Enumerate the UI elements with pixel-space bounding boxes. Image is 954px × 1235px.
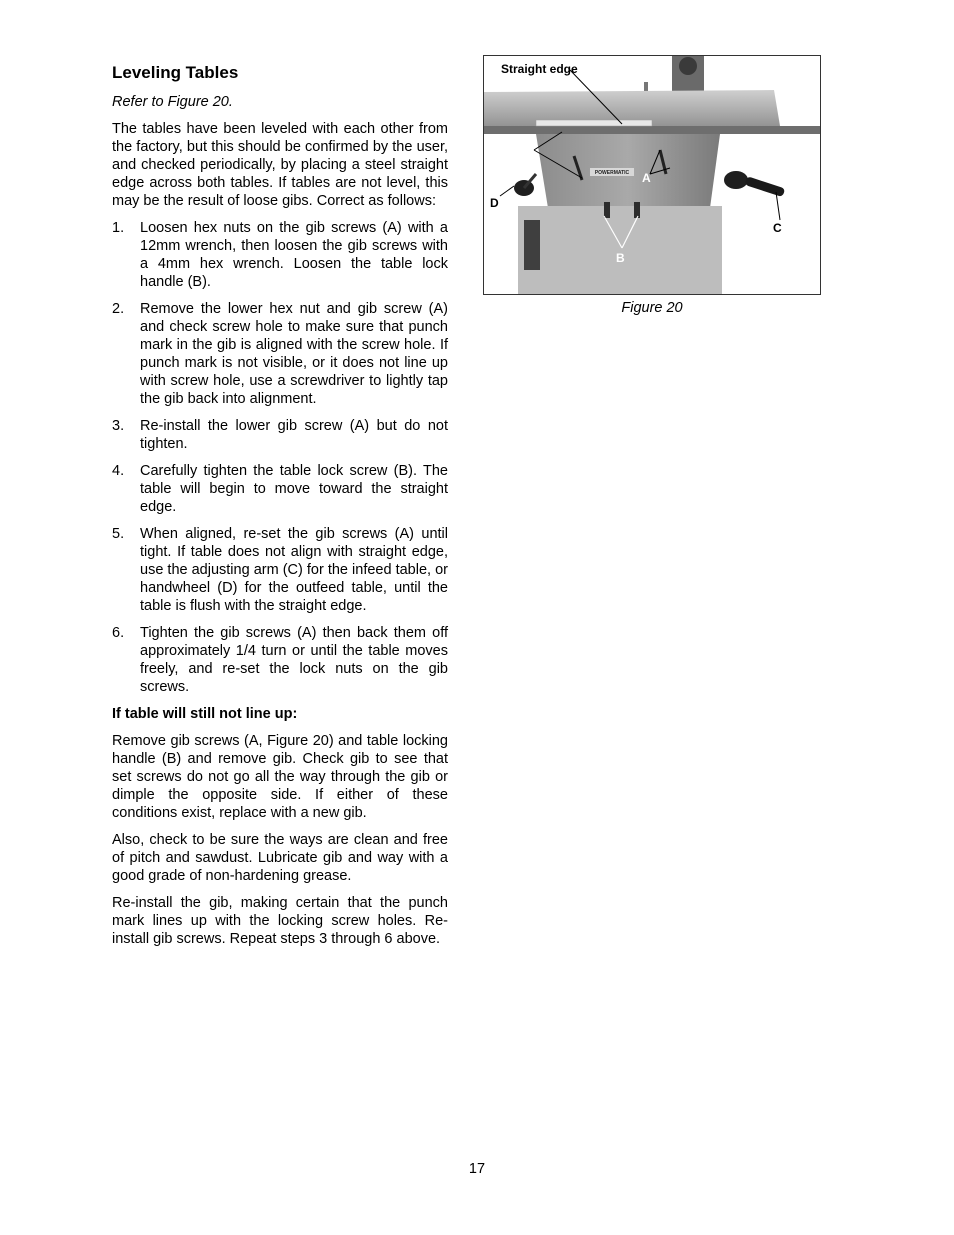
subsection-title: If table will still not line up: (112, 706, 298, 722)
step-number: 2. (112, 301, 125, 317)
page-number: 17 (468, 1161, 486, 1177)
text-column (112, 62, 448, 957)
list-item (112, 462, 448, 516)
subsection-paragraph: Re-install the gib, making certain that the punch mark lines up with the locking screw holes. Re-install gib screws. Repeat steps 3 through 6 above. (112, 895, 448, 947)
figure-20-photo (483, 55, 821, 295)
section-title: Leveling Tables (112, 63, 239, 82)
steps-list (112, 219, 448, 696)
step-text: Tighten the gib screws (A) then back them off approximately 1/4 turn or until the table moves freely, and re-set the lock nuts on the gib screws. (140, 625, 448, 695)
step-number: 5. (112, 526, 125, 542)
list-item (112, 624, 448, 696)
step-text: Carefully tighten the table lock screw (B). The table will begin to move toward the straight edge. (140, 463, 448, 515)
brand-badge-text: POWERMATIC (594, 170, 630, 176)
warning-label (524, 220, 540, 270)
figure-caption: Figure 20 (621, 300, 683, 316)
step-text: Loosen hex nuts on the gib screws (A) with a 12mm wrench, then loosen the gib screws with a 4mm hex wrench. Loosen the table lock handle (B). (140, 220, 448, 290)
list-item (112, 525, 448, 615)
label-c: C (773, 221, 782, 235)
figure-reference: Refer to Figure 20. (112, 94, 233, 110)
label-a1: A (526, 138, 535, 152)
label-d: D (490, 196, 499, 210)
step-text: When aligned, re-set the gib screws (A) until tight. If table does not align with straight edge, use the adjusting arm (C) for the infeed table, or handwheel (D) for the outfeed table, until the table is flush with the straight edge. (140, 526, 448, 614)
fence-knob-icon (679, 57, 697, 75)
subsection-paragraph: Remove gib screws (A, Figure 20) and table locking handle (B) and remove gib. Check gib to see that set screws do not go all the way through the gib or dimple the opposite side. If either of these conditions exist, replace with a new gib. (112, 733, 448, 821)
label-straight-edge: Straight edge (501, 62, 578, 76)
list-item (112, 219, 448, 291)
jointer-illustration (484, 56, 820, 294)
step-text: Re-install the lower gib screw (A) but do not tighten. (140, 418, 448, 452)
adjusting-arm-c (724, 171, 748, 189)
step-text: Remove the lower hex nut and gib screw (A) and check screw hole to make sure that punch mark in the gib is aligned with the screw hole. If punch mark is not visible, or it does not line up with screw hole, use a screwdriver to lightly tap the gib back into alignment. (140, 301, 448, 407)
label-a2: A (642, 171, 651, 185)
list-item (112, 417, 448, 453)
step-number: 4. (112, 463, 125, 479)
step-number: 6. (112, 625, 125, 641)
subsection-paragraph: Also, check to be sure the ways are clean and free of pitch and sawdust. Lubricate gib and way with a good grade of non-hardening grease. (112, 832, 448, 884)
step-number: 3. (112, 418, 125, 434)
list-item (112, 300, 448, 408)
label-b: B (616, 251, 625, 265)
straight-edge-bar (536, 120, 652, 126)
intro-paragraph: The tables have been leveled with each other from the factory, but this should be confirmed by the user, and checked periodically, by placing a steel straight edge across both tables. If tables are not level, this may be the result of loose gibs. Correct as follows: (112, 121, 448, 209)
step-number: 1. (112, 220, 125, 236)
cabinet-stand (518, 206, 722, 294)
